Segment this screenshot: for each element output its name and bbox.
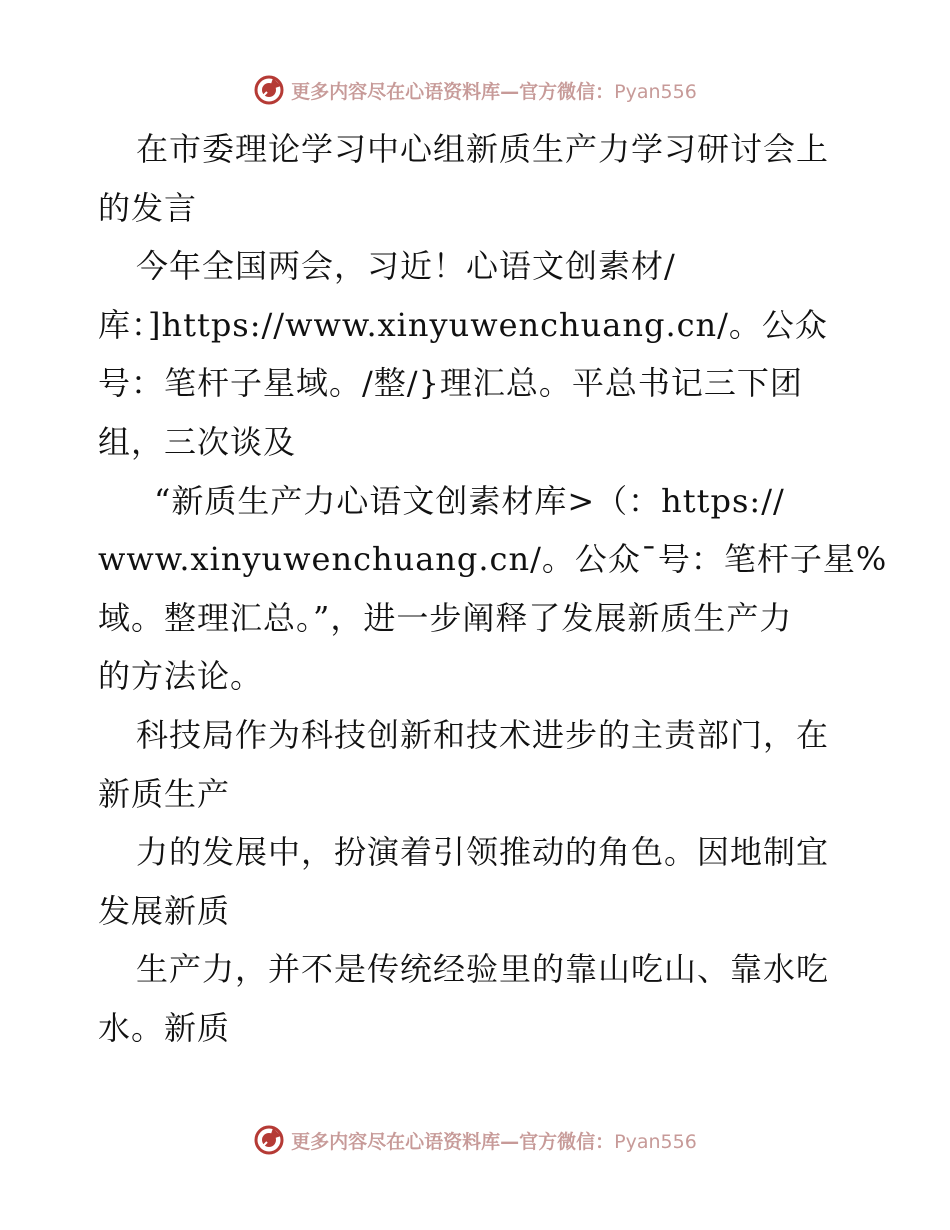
body-line: 组，三次谈及 bbox=[98, 422, 297, 461]
body-line: 的发言 bbox=[98, 188, 198, 227]
body-line: 发展新质 bbox=[98, 891, 231, 930]
body-line: 水。新质 bbox=[98, 1008, 231, 1047]
footer-banner-id: Pyan556 bbox=[614, 1130, 697, 1153]
footer-banner-text: 更多内容尽在心语资料库—官方微信：Pyan556 bbox=[291, 1130, 697, 1153]
header-banner-id: Pyan556 bbox=[614, 80, 697, 103]
body-line: www.xinyuwenchuang.cn/。公众¯号：笔杆子星% bbox=[98, 540, 888, 579]
pen-logo-icon bbox=[253, 1124, 285, 1156]
document-body bbox=[98, 120, 888, 1058]
pen-logo-icon bbox=[253, 74, 285, 106]
header-banner-text: 更多内容尽在心语资料库—官方微信：Pyan556 bbox=[291, 80, 697, 103]
footer-banner bbox=[0, 1120, 950, 1160]
header-banner bbox=[0, 70, 950, 110]
body-line: 力的发展中，扮演着引领推动的角色。因地制宜 bbox=[136, 833, 830, 872]
body-line: 生产力，并不是传统经验里的靠山吃山、靠水吃 bbox=[136, 950, 830, 989]
body-line: 号：笔杆子星域。/整/}理汇总。平总书记三下团 bbox=[98, 364, 803, 403]
body-line: 的方法论。 bbox=[98, 657, 264, 696]
body-line: 库：]https://www.xinyuwenchuang.cn/。公众 bbox=[98, 305, 828, 344]
body-line: 在市委理论学习中心组新质生产力学习研讨会上 bbox=[136, 130, 830, 168]
body-line: “新质生产力心语文创素材库>（：https:// bbox=[154, 481, 785, 520]
body-line: 今年全国两会，习近！心语文创素材/ bbox=[136, 247, 676, 286]
body-line: 域。整理汇总。”，进一步阐释了发展新质生产力 bbox=[98, 598, 793, 637]
body-line: 新质生产 bbox=[98, 774, 231, 813]
body-line: 科技局作为科技创新和技术进步的主责部门，在 bbox=[136, 715, 830, 754]
